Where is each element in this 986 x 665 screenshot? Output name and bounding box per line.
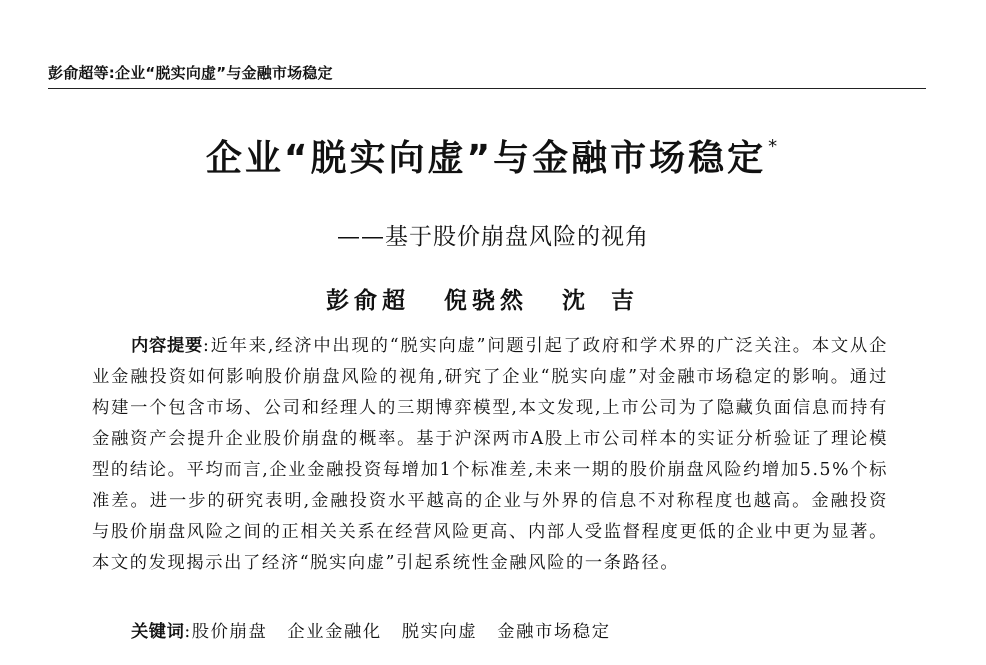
abstract-separator: :: [202, 336, 211, 356]
keyword-1: 股价崩盘: [191, 622, 268, 642]
abstract-text: 近年来,经济中出现的“脱实向虚”问题引起了政府和学术界的广泛关注。本文从企业金融投资如何影响股价崩盘风险的视角,研究了企业“脱实向虚”对金融市场稳定的影响。通过构建一个包含市场、公司和经理人的三期博弈模型,本文发现,上市公司为了隐藏负面信息而持有金融资产会提升企业股价崩盘的概率。基于沪深两市A股上市公司样本的实证分析验证了理论模型的结论。平均而言,企业金融投资每增加1个标准差,未来一期的股价崩盘风险约增加5.5%个标准差。进一步的研究表明,金融投资水平越高的企业与外界的信息不对称程度也越高。金融投资与股价崩盘风险之间的正相关关系在经营风险更高、内部人受监督程度更低的企业中更为显著。本文的发现揭示出了经济“脱实向虚”引起系统性金融风险的一条路径。: [92, 336, 888, 573]
keywords-label: 关键词: [131, 622, 185, 642]
author-2: 倪骁然: [444, 287, 528, 314]
paper-title: [0, 130, 986, 181]
keyword-3: 脱实向虚: [401, 622, 478, 642]
keyword-4: 金融市场稳定: [497, 622, 611, 642]
abstract-label: 内容提要: [131, 336, 203, 356]
author-1: 彭俞超: [325, 287, 410, 314]
abstract: [92, 331, 888, 579]
running-header: 彭俞超等:企业“脱实向虚”与金融市场稳定: [48, 64, 333, 82]
paper-subtitle: ——基于股价崩盘风险的视角: [337, 224, 649, 250]
paper-title-text: 企业“脱实向虚”与金融市场稳定: [205, 138, 767, 179]
author-list: [0, 282, 986, 315]
title-footnote-mark: *: [768, 136, 781, 157]
keywords: [131, 617, 631, 648]
keywords-separator: :: [184, 622, 192, 642]
header-rule: [48, 88, 926, 89]
author-3: 沈吉: [562, 287, 661, 314]
keyword-2: 企业金融化: [287, 622, 382, 642]
